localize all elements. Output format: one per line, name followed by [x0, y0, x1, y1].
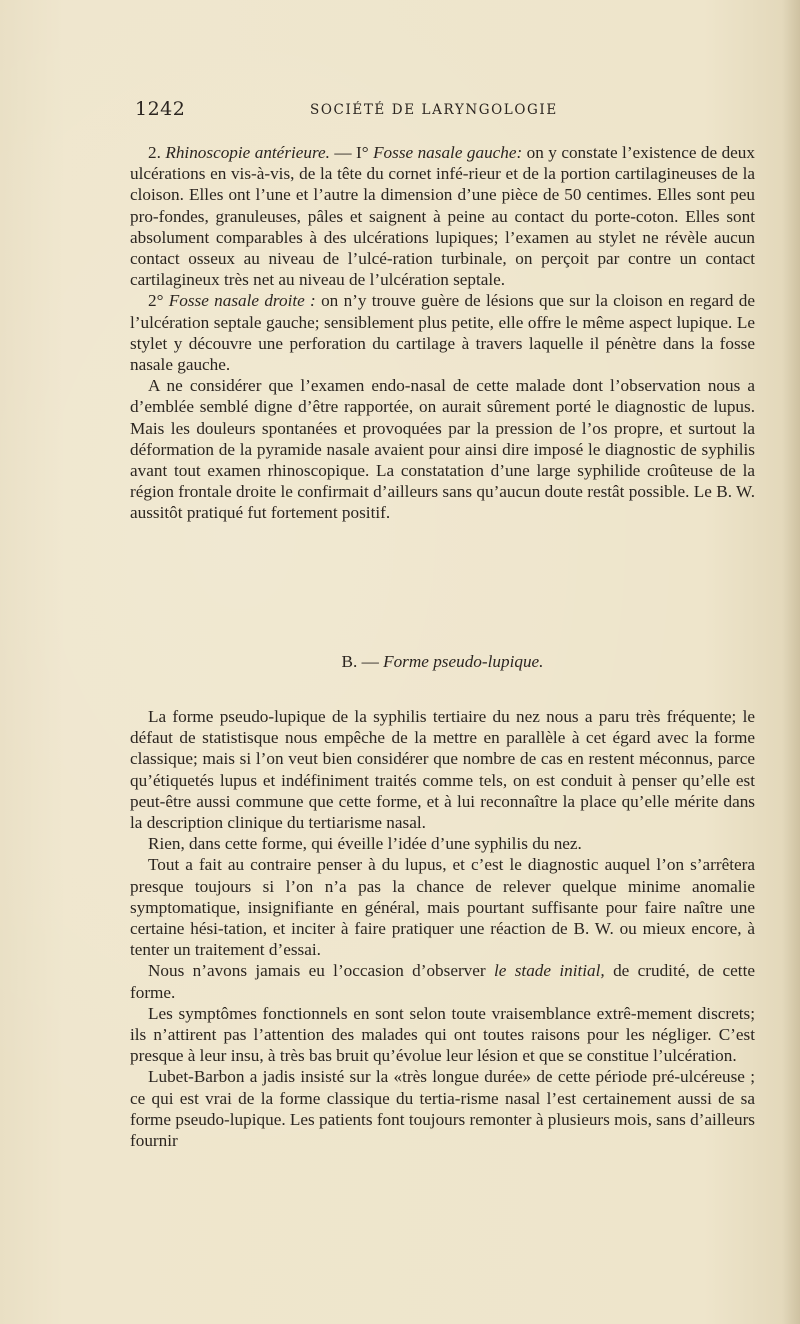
paragraph-text: on y constate l’existence de deux ulcérations en vis-à-vis, de la tête du cornet infé-rieur et de la portion cartilagineuses de la cloison. Elles ont l’une et l’autre la dimension d’une pièce de 50 centimes. Elles sont peu pro-fondes, granuleuses, pâles et saignent à peine au contact du porte-coton. Elles sont absolument comparables à des ulcérations lupiques; l’examen au stylet ne révèle aucun contact osseux au niveau de l’ulcé-ration turbinale, on perçoit par contre un contact cartilagineux très net au niveau de l’ulcération septale. — [130, 143, 755, 290]
emphasis-initial-stage: le stade initial, — [493, 961, 605, 981]
section-prefix: B. — — [341, 652, 384, 671]
subheading-right-fossa: Fosse nasale droite : — [168, 291, 316, 311]
paragraph-left-fossa — [130, 142, 755, 290]
section-text — [130, 706, 755, 1151]
paragraph: Rien, dans cette forme, qui éveille l’idée d’une syphilis du nez. — [148, 834, 582, 854]
running-head: SOCIÉTÉ DE LARYNGOLOGIE — [310, 102, 558, 118]
observation-text — [130, 142, 755, 524]
item-number: 2. — [148, 143, 166, 162]
subheading-rhinoscopy: Rhinoscopie antérieure. — [165, 143, 330, 162]
page-header — [135, 98, 755, 124]
item-number: 2° — [148, 291, 169, 311]
paragraph: La forme pseudo-lupique de la syphilis tertiaire du nez nous a paru très fréquente; le défaut de statistisque nous empêche de la mettre en parallèle à cet égard avec la forme classique; mais si l’on veut bien considérer que nombre de cas en restent méconnus, parce qu’étiquetés lupus et indéfiniment traités comme tels, on est conduit à penser qu’elle est peut-être aussi commune que cette forme, et à lui reconnaître la place qu’elle mérite dans la description clinique du tertiarisme nasal. — [130, 707, 755, 833]
paragraph-text: on n’y trouve guère de lésions que sur la cloison en regard de l’ulcération septale gauche; sensiblement plus petite, elle offre le même aspect lupique. Le stylet y découvre une perforation du cartilage à travers laquelle il pénètre dans la fosse nasale gauche. — [130, 291, 755, 375]
paragraph: Tout a fait au contraire penser à du lupus, et c’est le diagnostic auquel l’on s’arrêtera presque toujours si l’on n’a pas la chance de relever quelque minime anomalie symptomatique, insignifiante en général, mais pourtant suffisante pour faire naître une certaine hési-tation, et inciter à faire pratiquer une réaction de B. W. ou mieux encore, à tenter un traitement d’essai. — [130, 855, 755, 960]
paragraph — [130, 960, 755, 1002]
paragraph-text: de crudité, de cette forme. — [130, 961, 755, 1002]
paragraph-diagnosis: A ne considérer que l’examen endo-nasal de cette malade dont l’observation nous a d’emblée semblé digne d’être rapportée, on aurait sûrement porté le diagnostic de lupus. Mais les douleurs spontanées et provoquées par la pression de l’os propre, et surtout la déformation de la pyramide nasale avaient pour ainsi dire imposé le diagnostic de syphilis avant tout examen rhinoscopique. La constatation d’une large syphilide croûteuse de la région frontale droite le confirmait d’ailleurs sans qu’aucun doute restât possible. Le B. W. aussitôt pratiqué fut fortement positif. — [130, 376, 755, 523]
section-heading — [130, 652, 755, 672]
paragraph-text: Nous n’avons jamais eu l’occasion d’observer — [148, 961, 494, 981]
subheading-left-fossa: Fosse nasale gauche: — [373, 143, 523, 162]
paragraph-right-fossa — [130, 290, 755, 375]
paragraph: Les symptômes fonctionnels en sont selon toute vraisemblance extrê-mement discrets; ils n’attirent pas l’attention des malades qui ont toutes raisons pour les négliger. C’est presque à leur insu, à très bas bruit qu’évolue leur lésion et que se constitue l’ulcération. — [130, 1003, 755, 1066]
page-edge-shadow — [782, 0, 800, 1324]
section-title: Forme pseudo-lupique. — [383, 652, 544, 671]
dash-separator: — I° — [329, 143, 374, 162]
page-number: 1242 — [135, 98, 186, 120]
paragraph: Lubet-Barbon a jadis insisté sur la «très longue durée» de cette période pré-ulcéreuse ; ce qui est vrai de la forme classique du tertia-risme nasal l’est certainement aussi de sa forme pseudo-lupique. Les patients font toujours remonter à plusieurs mois, sans d’ailleurs fournir — [130, 1067, 755, 1151]
